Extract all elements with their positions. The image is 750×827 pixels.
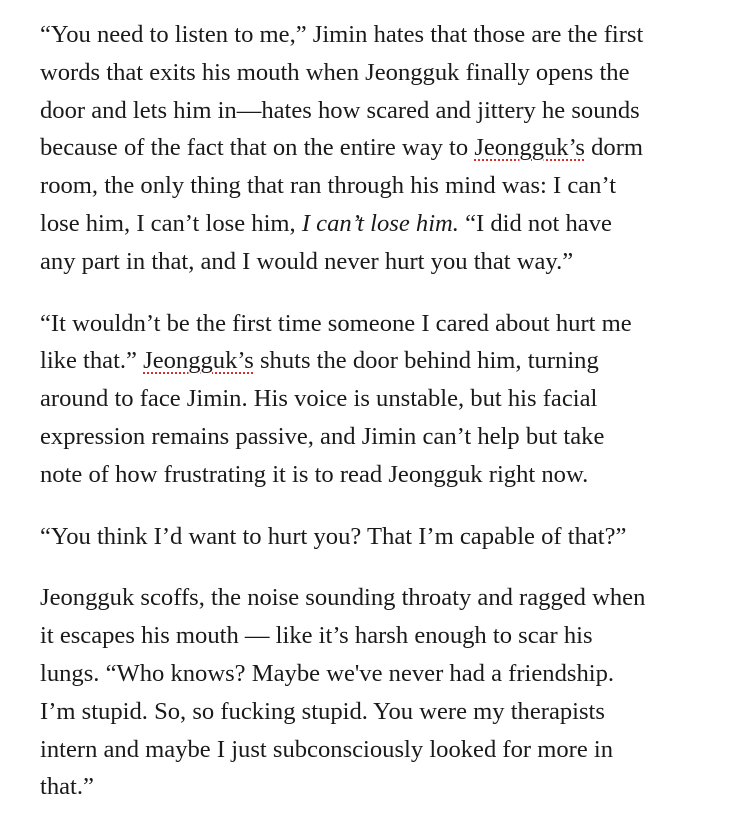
text-line: I’m stupid. So, so fucking stupid. You were my therapists [40, 697, 605, 725]
text-line: note of how frustrating it is to read Jeongguk right now. [40, 460, 589, 488]
text-line: words that exits his mouth when Jeongguk finally opens the [40, 58, 630, 86]
text-line: expression remains passive, and Jimin can’t help but take [40, 422, 605, 450]
paragraph-3 [40, 518, 720, 556]
text-line [40, 342, 720, 380]
paragraph-2 [40, 305, 720, 494]
text-line: lungs. “Who knows? Maybe we've never had a friendship. [40, 659, 615, 687]
text-run: shuts the door behind him, turning [253, 347, 599, 375]
paragraph-4 [40, 579, 720, 806]
spellcheck-underlined-word[interactable]: Jeongguk’s [143, 347, 254, 375]
spellcheck-underlined-word[interactable]: Jeongguk’s [474, 134, 585, 162]
text-line: room, the only thing that ran through his mind was: I can’t [40, 172, 617, 200]
text-run: “I did not have [458, 209, 612, 237]
text-line: around to face Jimin. His voice is unstable, but his facial [40, 385, 598, 413]
text-line: Jeongguk scoffs, the noise sounding throaty and ragged when [40, 584, 646, 612]
text-line: it escapes his mouth — like it’s harsh enough to scar his [40, 622, 593, 650]
text-run: dorm [584, 134, 644, 162]
text-line [40, 205, 720, 243]
text-run: because of the fact that on the entire way to [40, 134, 475, 162]
text-line: “You need to listen to me,” Jimin hates that those are the first [40, 21, 644, 48]
text-run: like that.” [40, 347, 144, 375]
text-line: door and lets him in—hates how scared and jittery he sounds [40, 96, 640, 124]
text-line: that.” [40, 773, 94, 801]
text-line: “You think I’d want to hurt you? That I’m capable of that?” [40, 522, 627, 550]
text-line: intern and maybe I just subconsciously looked for more in [40, 735, 614, 763]
text-run: lose him, I can’t lose him, [40, 209, 302, 237]
paragraph-1 [40, 16, 720, 281]
text-line [40, 129, 720, 167]
text-line: “It wouldn’t be the first time someone I cared about hurt me [40, 309, 632, 337]
italic-text: I can’t lose him. [301, 209, 459, 237]
story-text [40, 16, 720, 806]
text-line: any part in that, and I would never hurt you that way.” [40, 247, 574, 275]
